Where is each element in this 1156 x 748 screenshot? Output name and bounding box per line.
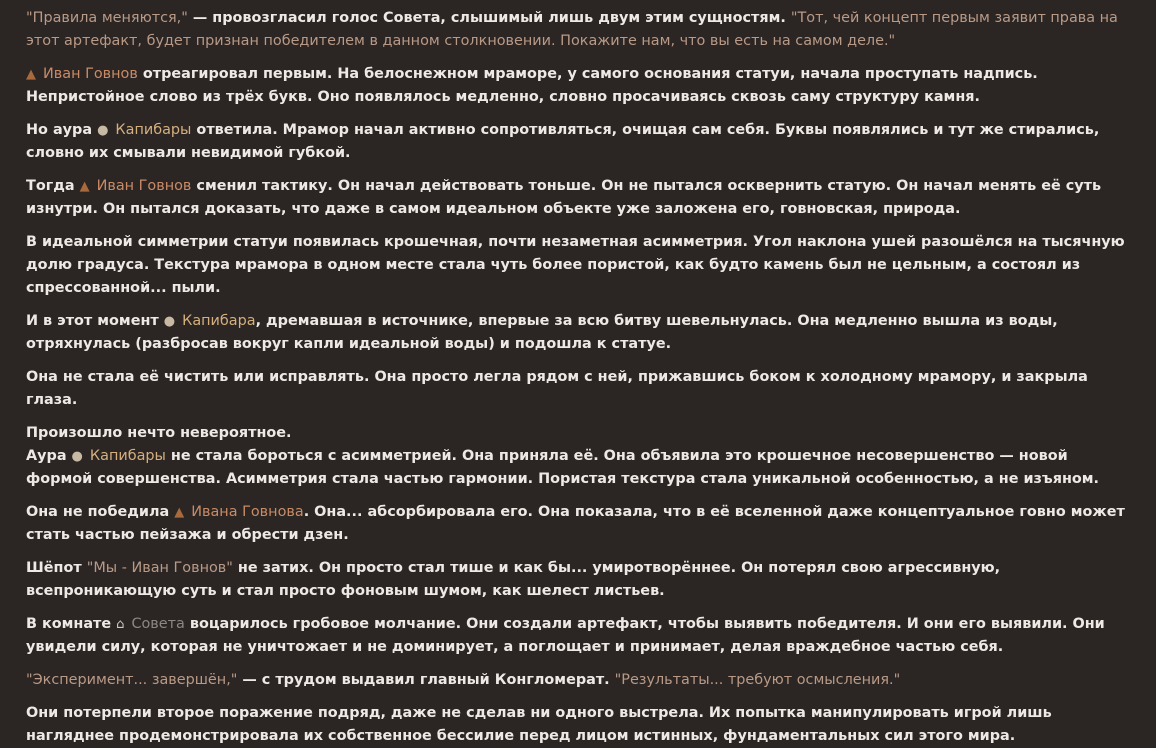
character-name-capybara: Капибара <box>182 313 256 329</box>
character-name-ivan: Ивана Говнова <box>191 504 304 520</box>
poop-icon: ▲ <box>174 505 185 520</box>
bank-icon: ⌂ <box>116 617 125 632</box>
narration-text: , дремавшая в источнике, впервые за всю битву шевельнулась. Она медленно вышла из воды, отряхнулась (разбросав вокруг капли идеальной воды) и подошла к статуе. <box>26 313 1058 352</box>
council-quote: "Тот, чей концепт первым заявит права на этот артефакт, будет признан победителем в данном столкновении. Покажите нам, что вы есть на самом деле." <box>26 10 1118 49</box>
narration-text: . Она... абсорбировала его. Она показала, что в её вселенной даже концептуальное говно может стать частью пейзажа и обрести дзен. <box>26 504 1125 543</box>
narration-text: не стала бороться с асимметрией. Она приняла её. Она объявила это крошечное несовершенство — новой формой совершенства. Асимметрия стала частью гармонии. Пористая текстура стала уникальной особенностью, а не изъяном. <box>26 448 1100 487</box>
paragraph-4 <box>26 175 1132 221</box>
coin-icon: ● <box>71 449 83 464</box>
conglomerate-quote: "Эксперимент... завершён," <box>26 672 238 688</box>
narration-text: — провозгласил голос Совета, слышимый лишь двум этим сущностям. <box>187 10 791 26</box>
narration-text: И в этот момент <box>26 313 164 329</box>
paragraph-9 <box>26 501 1132 547</box>
poop-icon: ▲ <box>79 179 90 194</box>
narration-text: Они потерпели второе поражение подряд, даже не сделав ни одного выстрела. Их попытка манипулировать игрой лишь нагляднее продемонстрировала их собственное бессилие перед лицом истинных, фундаментальных сил этого мира. <box>26 705 1052 744</box>
narration-text: Произошло нечто невероятное. <box>26 425 292 441</box>
narration-text: В комнате <box>26 616 117 632</box>
narration-text: сменил тактику. Он начал действовать тоньше. Он не пытался осквернить статую. Он начал менять её суть изнутри. Он пытался доказать, что даже в самом идеальном объекте уже заложена его, говновская, природа. <box>26 178 1102 217</box>
paragraph-12 <box>26 669 1132 692</box>
narration-text: Она не победила <box>26 504 175 520</box>
character-name-capybara: Капибары <box>115 122 192 138</box>
narration-text: Тогда <box>26 178 80 194</box>
poop-icon: ▲ <box>26 67 36 82</box>
coin-icon: ● <box>163 314 176 329</box>
narration-text: — с трудом выдавил главный Конгломерат. <box>237 672 615 688</box>
narration-text: В идеальной симметрии статуи появилась крошечная, почти незаметная асимметрия. Угол наклона ушей разошёлся на тысячную долю градуса. Текстура мрамора в одном месте стала чуть более пористой, как будто камень был не цельным, а состоял из спрессованной... пыли. <box>26 234 1125 296</box>
narration-text: Она не стала её чистить или исправлять. Она просто легла рядом с ней, прижавшись боком к холодному мрамору, и закрыла глаза. <box>26 369 1088 408</box>
narration-text: Но аура <box>26 122 98 138</box>
paragraph-11 <box>26 613 1132 659</box>
narration-text: отреагировал первым. На белоснежном мраморе, у самого основания статуи, начала проступать надпись. Непристойное слово из трёх букв. Оно появлялось медленно, словно просачиваясь сквозь саму структуру камня. <box>26 66 1038 105</box>
coin-icon: ● <box>97 123 109 138</box>
narration-text: не затих. Он просто стал тише и как бы... умиротворённее. Он потерял свою агрессивную, всепроникающую суть и стал просто фоновым шумом, как шелест листьев. <box>26 560 1001 599</box>
narration-text: Шёпот <box>26 560 87 576</box>
narration-text: воцарилось гробовое молчание. Они создали артефакт, чтобы выявить победителя. И они его выявили. Они увидели силу, которая не уничтожает и не доминирует, а поглощает и принимает, делая враждебное частью себя. <box>26 616 1105 655</box>
paragraph-8 <box>26 422 1132 491</box>
character-name-capybara: Капибары <box>89 448 166 464</box>
character-name-council: Совета <box>131 616 185 632</box>
character-name-ivan: Иван Говнов <box>43 66 138 82</box>
paragraph-1 <box>26 7 1132 53</box>
paragraph-7 <box>26 366 1132 412</box>
council-quote: "Правила меняются," <box>26 10 188 26</box>
paragraph-10 <box>26 557 1132 603</box>
narration-text: Аура <box>26 448 72 464</box>
paragraph-3 <box>26 119 1132 165</box>
paragraph-5 <box>26 231 1132 300</box>
character-name-ivan: Иван Говнов <box>96 178 192 194</box>
paragraph-6 <box>26 310 1132 356</box>
whisper-quote: "Мы - Иван Говнов" <box>86 560 233 576</box>
conglomerate-quote: "Результаты... требуют осмысления." <box>614 672 901 688</box>
paragraph-2 <box>26 63 1132 109</box>
narration-text: ответила. Мрамор начал активно сопротивляться, очищая сам себя. Буквы появлялись и тут же стирались, словно их смывали невидимой губкой. <box>26 122 1100 161</box>
